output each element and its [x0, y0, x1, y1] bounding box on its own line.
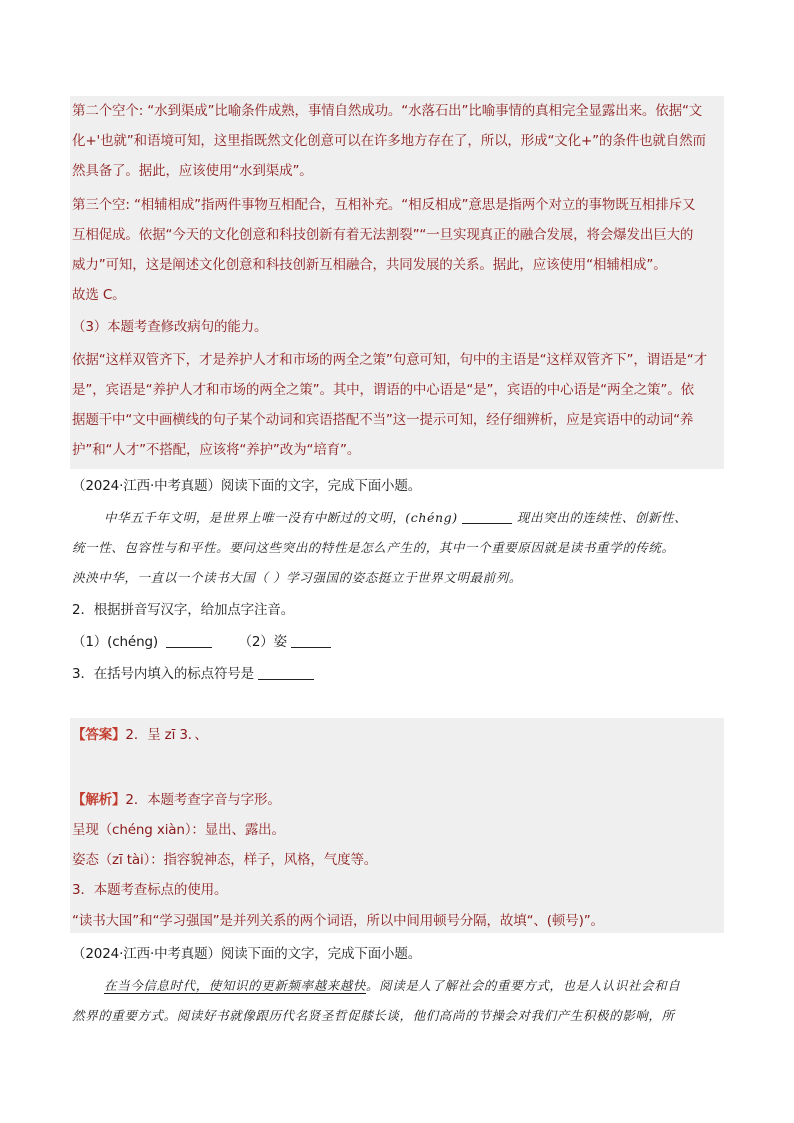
analysis-line: [72, 790, 724, 810]
answer-blank[interactable]: [462, 509, 512, 524]
passage-line: 然界的重要方式。阅读好书就像跟历代名贤圣哲促膝长谈，他们高尚的节操会对我们产生积极的影响，所: [72, 1008, 675, 1023]
passage-text: 中华五千年文明，是世界上唯一没有中断过的文明，(chéng): [104, 510, 458, 525]
answer-blank[interactable]: [166, 633, 212, 648]
passage-text: 现出突出的连续性、创新性、: [516, 510, 688, 525]
question-source: （2024·江西·中考真题）阅读下面的文字，完成下面小题。: [72, 946, 422, 962]
passage-line: [104, 508, 724, 528]
analysis-line: 然具备了。据此，应该使用“水到渠成”。: [72, 163, 313, 179]
answer-text: 2．呈 zī 3．、: [125, 727, 208, 743]
question-subitems: [72, 632, 724, 652]
analysis-line: 姿态（zī tài）：指容貌神态，样子，风格，气度等。: [72, 852, 378, 868]
passage-line: 统一性、包容性与和平性。要问这些突出的特性是怎么产生的，其中一个重要原因就是读书重学的传统。: [72, 540, 675, 555]
analysis-line: “读书大国”和“学习强国”是并列关系的两个词语，所以中间用顿号分隔，故填“、(顿号)”。: [72, 913, 604, 929]
sub-question-1: （1）(chéng): [72, 634, 159, 650]
analysis-text: 2．本题考查字音与字形。: [125, 792, 281, 808]
analysis-line: 3．本题考查标点的使用。: [72, 882, 228, 898]
answer-blank[interactable]: [258, 665, 314, 680]
analysis-line: 化+'也就”和语境可知，这里指既然文化创意可以在许多地方存在了，所以，形成“文化+”的条件也就自然而: [72, 133, 706, 149]
passage-line: [104, 976, 724, 996]
analysis-line: （3）本题考查修改病句的能力。: [72, 319, 268, 335]
analysis-line: 第二个空个: “水到渠成”比喻条件成熟，事情自然成功。“水落石出”比喻事情的真相完全显露出来。依据“文: [72, 103, 703, 119]
question-item: [72, 664, 724, 684]
analysis-line: 依据“这样双管齐下，才是养护人才和市场的两全之策”句意可知，句中的主语是“这样双管齐下”，谓语是“才: [72, 352, 707, 368]
question-source: （2024·江西·中考真题）阅读下面的文字，完成下面小题。: [72, 478, 422, 494]
sub-question-2: （2）姿: [238, 634, 288, 650]
passage-line: 泱泱中华，一直以一个读书大国（ ）学习强国的姿态挺立于世界文明最前列。: [72, 570, 522, 585]
underlined-sentence: 在当今信息时代，使知识的更新频率越来越快: [104, 978, 367, 993]
analysis-line: 威力”可知，这是阐述文化创意和科技创新互相融合，共同发展的关系。据此，应该使用“相辅相成”。: [72, 257, 667, 273]
question-text: 3．在括号内填入的标点符号是: [72, 666, 254, 682]
analysis-line: 第三个空: “相辅相成”指两件事物互相配合，互相补充。“相反相成”意思是指两个对立的事物既互相排斥又: [72, 197, 696, 213]
analysis-line: 互相促成。依据“今天的文化创意和科技创新有着无法割裂”“一旦实现真正的融合发展，将会爆发出巨大的: [72, 227, 694, 243]
answer-tag: 【答案】: [72, 727, 126, 743]
passage-text: 。阅读是人了解社会的重要方式，也是人认识社会和自: [366, 978, 681, 993]
question-item: 2．根据拼音写汉字，给加点字注音。: [72, 602, 295, 618]
analysis-tag: 【解析】: [72, 792, 126, 808]
analysis-line: 据题干中“文中画横线的句子某个动词和宾语搭配不当”这一提示可知，经仔细辨析，应是宾语中的动词“养: [72, 412, 694, 428]
analysis-line: 护”和“人才”不搭配，应该将“养护”改为“培育”。: [72, 442, 361, 458]
analysis-line: 是”，宾语是“养护人才和市场的两全之策”。其中，谓语的中心语是“是”，宾语的中心语是“两全之策”。依: [72, 382, 694, 398]
answer-blank[interactable]: [291, 633, 331, 648]
analysis-line: 呈现（chéng xiàn）：显出、露出。: [72, 822, 285, 838]
analysis-line: 故选 C。: [72, 287, 126, 303]
answer-line: [72, 725, 724, 745]
